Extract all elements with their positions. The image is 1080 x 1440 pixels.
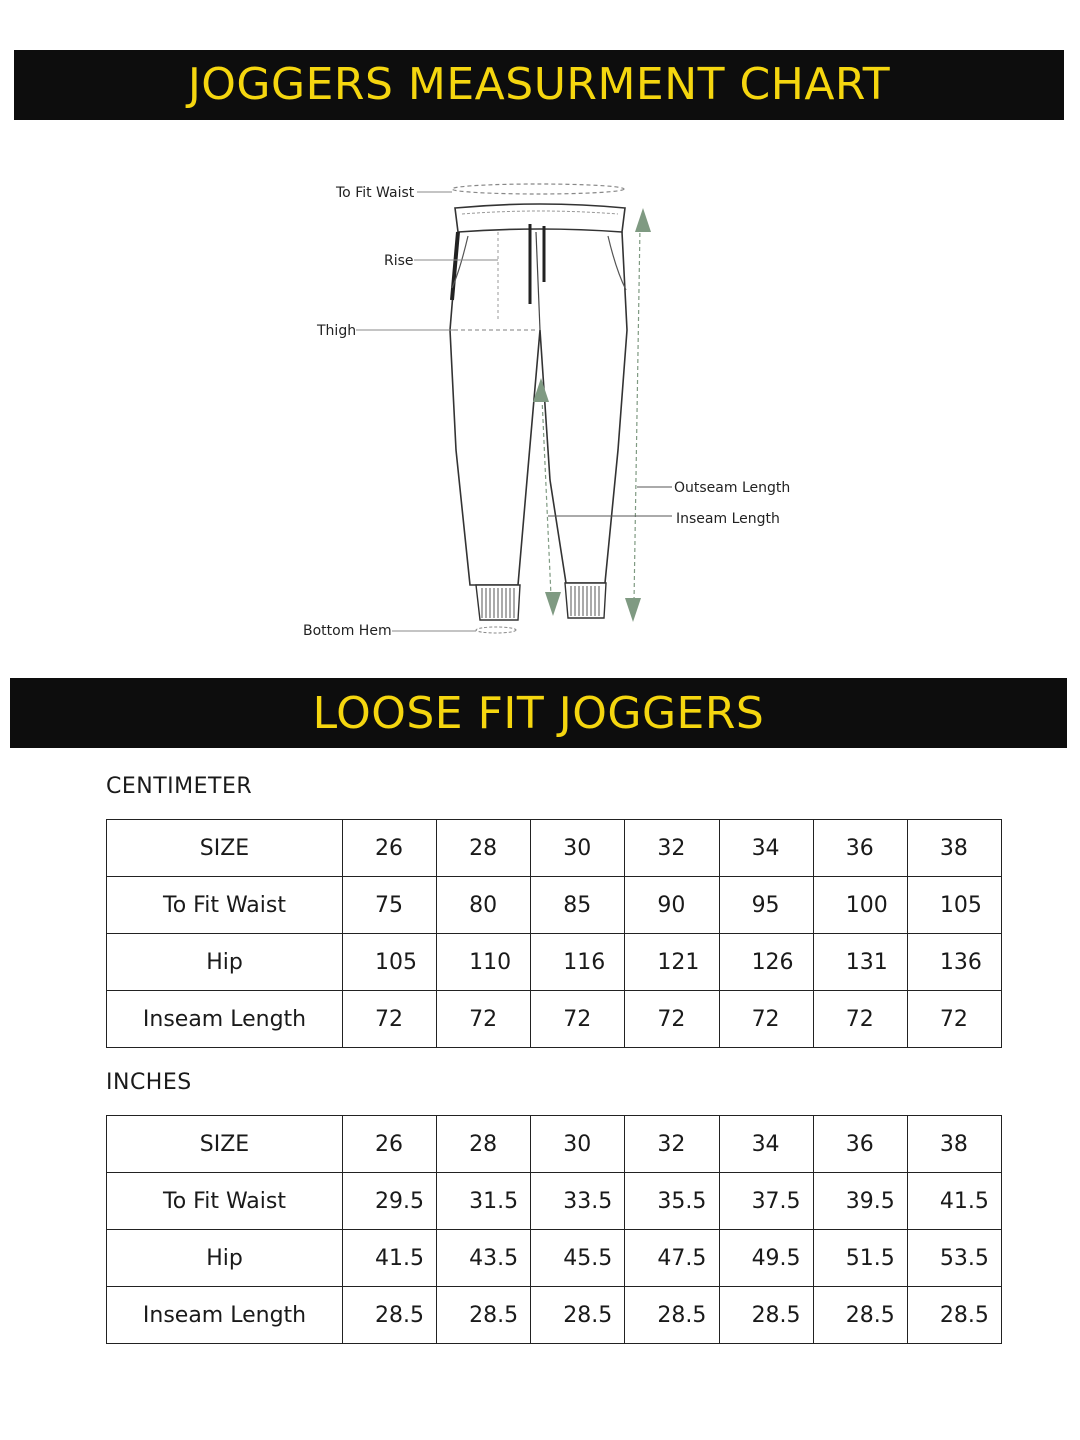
table-cell: 28.5 [531, 1287, 625, 1344]
table-cell: 31.5 [437, 1173, 531, 1230]
table-cell: 28.5 [625, 1287, 719, 1344]
hem-measure-line [476, 627, 516, 633]
table-cell: 126 [719, 934, 813, 991]
table-cell: 105 [343, 934, 437, 991]
table-row [107, 934, 1002, 991]
table-cell: 72 [625, 991, 719, 1048]
row-label: To Fit Waist [107, 877, 343, 934]
table-cell: 37.5 [719, 1173, 813, 1230]
label-inseam-length: Inseam Length [676, 511, 780, 527]
table-cell: 49.5 [719, 1230, 813, 1287]
table-cell: 85 [531, 877, 625, 934]
table-cell: 72 [437, 991, 531, 1048]
table-cell: 95 [719, 877, 813, 934]
table-cell: 32 [625, 1116, 719, 1173]
table-cell: 90 [625, 877, 719, 934]
table-cell: 38 [907, 820, 1001, 877]
table-cell: 28.5 [437, 1287, 531, 1344]
table-cell: 34 [719, 820, 813, 877]
table-cell: 28.5 [719, 1287, 813, 1344]
table-cell: 36 [813, 1116, 907, 1173]
row-label: To Fit Waist [107, 1173, 343, 1230]
chart-title-banner [14, 50, 1064, 120]
table-cell: 47.5 [625, 1230, 719, 1287]
table-cell: 131 [813, 934, 907, 991]
inches-heading: INCHES [106, 1070, 192, 1095]
table-cell: 28 [437, 820, 531, 877]
table-cell: 28 [437, 1116, 531, 1173]
table-cell: 51.5 [813, 1230, 907, 1287]
table-cell: 38 [907, 1116, 1001, 1173]
joggers-illustration [0, 150, 1080, 650]
table-row [107, 877, 1002, 934]
label-outseam-length: Outseam Length [674, 480, 791, 496]
label-bottom-hem: Bottom Hem [303, 623, 392, 639]
row-label: Hip [107, 1230, 343, 1287]
right-cuff [565, 583, 606, 618]
table-cell: 121 [625, 934, 719, 991]
section-banner [10, 678, 1067, 748]
table-cell: 72 [719, 991, 813, 1048]
row-label: SIZE [107, 820, 343, 877]
label-to-fit-waist: To Fit Waist [336, 185, 415, 201]
chart-title: JOGGERS MEASURMENT CHART [187, 59, 891, 110]
table-cell: 53.5 [907, 1230, 1001, 1287]
table-cell: 72 [343, 991, 437, 1048]
inches-table [106, 1115, 1002, 1344]
table-cell: 105 [907, 877, 1001, 934]
table-cell: 39.5 [813, 1173, 907, 1230]
table-cell: 41.5 [343, 1230, 437, 1287]
label-rise: Rise [384, 253, 414, 269]
table-cell: 72 [813, 991, 907, 1048]
table-cell: 41.5 [907, 1173, 1001, 1230]
table-cell: 29.5 [343, 1173, 437, 1230]
table-cell: 72 [907, 991, 1001, 1048]
waist-measure-line [452, 184, 624, 194]
table-cell: 28.5 [343, 1287, 437, 1344]
table-cell: 34 [719, 1116, 813, 1173]
table-cell: 28.5 [907, 1287, 1001, 1344]
centimeter-heading: CENTIMETER [106, 774, 253, 799]
table-cell: 75 [343, 877, 437, 934]
centimeter-table-body [107, 820, 1002, 1048]
table-cell: 33.5 [531, 1173, 625, 1230]
waistband [455, 204, 625, 232]
table-cell: 35.5 [625, 1173, 719, 1230]
row-label: SIZE [107, 1116, 343, 1173]
table-cell: 26 [343, 1116, 437, 1173]
table-row [107, 991, 1002, 1048]
table-cell: 72 [531, 991, 625, 1048]
table-cell: 100 [813, 877, 907, 934]
table-cell: 45.5 [531, 1230, 625, 1287]
table-row [107, 1287, 1002, 1344]
table-row [107, 1116, 1002, 1173]
table-cell: 26 [343, 820, 437, 877]
row-label: Inseam Length [107, 1287, 343, 1344]
outseam-arrow [625, 208, 651, 622]
inches-table-body [107, 1116, 1002, 1344]
table-cell: 136 [907, 934, 1001, 991]
table-cell: 30 [531, 1116, 625, 1173]
table-row [107, 820, 1002, 877]
table-cell: 43.5 [437, 1230, 531, 1287]
row-label: Inseam Length [107, 991, 343, 1048]
table-cell: 28.5 [813, 1287, 907, 1344]
joggers-diagram [0, 150, 1080, 650]
table-cell: 32 [625, 820, 719, 877]
label-thigh: Thigh [317, 323, 357, 339]
left-cuff [476, 585, 520, 620]
section-title: LOOSE FIT JOGGERS [312, 688, 765, 739]
table-row [107, 1230, 1002, 1287]
table-row [107, 1173, 1002, 1230]
table-cell: 116 [531, 934, 625, 991]
table-cell: 30 [531, 820, 625, 877]
table-cell: 80 [437, 877, 531, 934]
inseam-arrow [533, 378, 561, 616]
row-label: Hip [107, 934, 343, 991]
centimeter-table [106, 819, 1002, 1048]
table-cell: 36 [813, 820, 907, 877]
table-cell: 110 [437, 934, 531, 991]
